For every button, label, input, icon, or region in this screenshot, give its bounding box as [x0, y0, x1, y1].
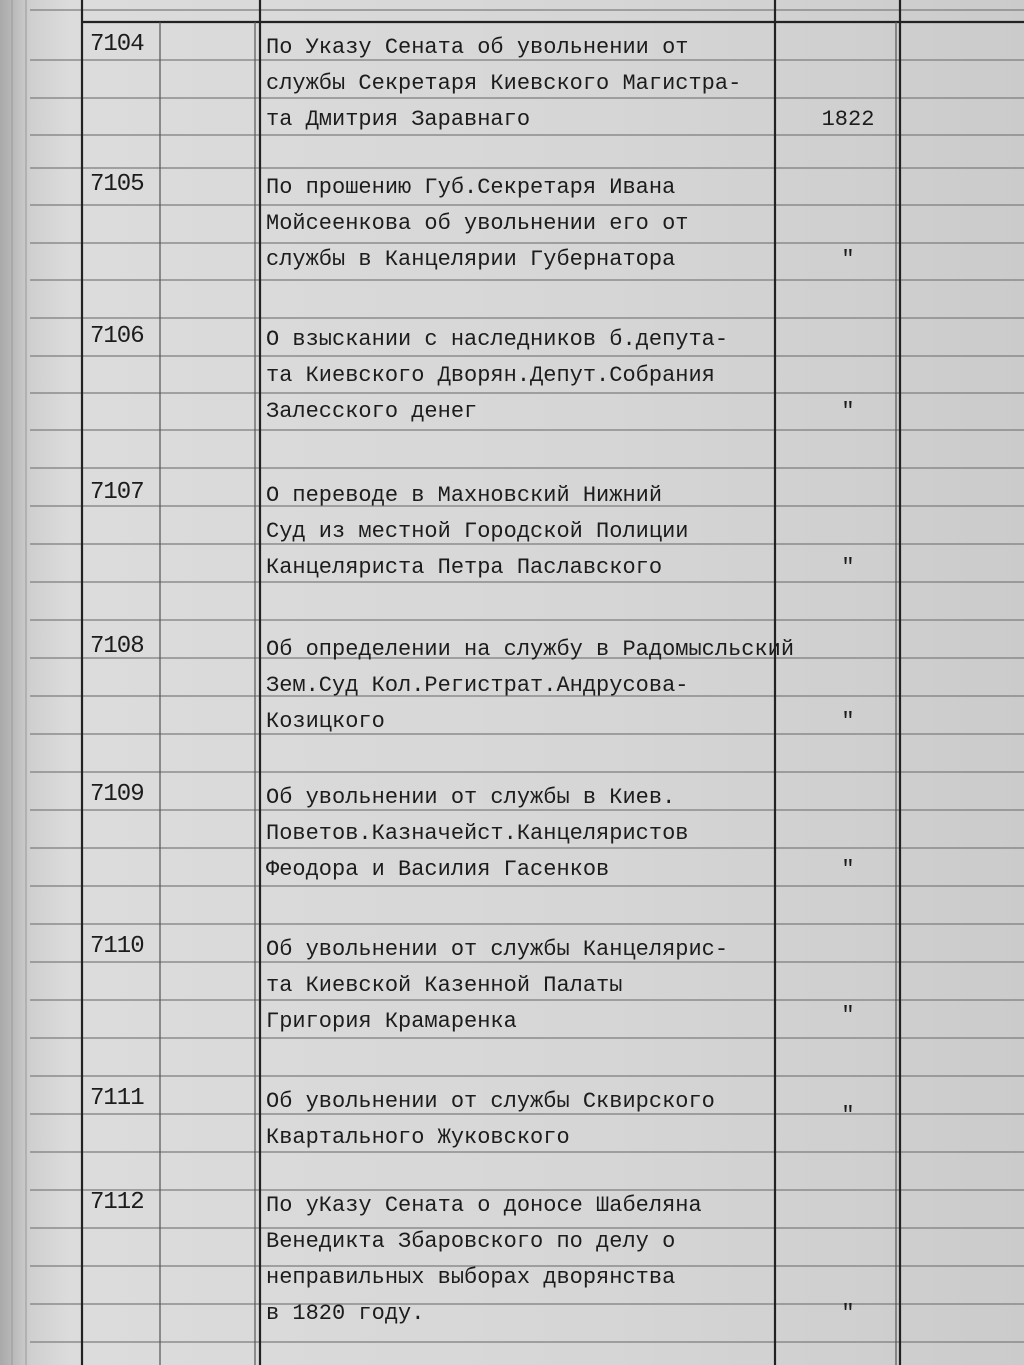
ledger-entry [0, 170, 1024, 322]
entry-description [266, 478, 866, 586]
ditto-mark: " [841, 399, 855, 424]
entry-number: 7106 [90, 323, 144, 350]
ditto-mark: " [841, 709, 855, 734]
entry-number: 7108 [90, 633, 144, 660]
description-line: По Указу Сената об увольнении от [266, 35, 689, 60]
description-line: Об увольнении от службы Сквирского [266, 1089, 715, 1114]
description-line: О переводе в Махновский Нижний [266, 483, 663, 508]
description-line: Козицкого [266, 709, 385, 734]
entry-description [266, 30, 866, 138]
entry-description [266, 632, 866, 740]
entry-number: 7105 [90, 171, 144, 198]
entry-description [266, 322, 866, 430]
entry-number: 7112 [90, 1189, 144, 1216]
ditto-mark: " [841, 1301, 855, 1326]
entry-number: 7107 [90, 479, 144, 506]
description-line: Григория Крамаренка [266, 1009, 517, 1034]
ledger-entry [0, 30, 1024, 182]
ditto-mark: " [841, 857, 855, 882]
description-line: та Киевской Казенной Палаты [266, 973, 623, 998]
ledger-entry [0, 322, 1024, 474]
description-line: та Киевского Дворян.Депут.Собрания [266, 363, 715, 388]
ditto-mark: " [841, 1103, 855, 1128]
ditto-mark: " [841, 1003, 855, 1028]
entry-description [266, 1188, 866, 1332]
description-line: Зем.Суд Кол.Регистрат.Андрусова- [266, 673, 689, 698]
description-line: По прошению Губ.Секретаря Ивана [266, 175, 676, 200]
description-line: Венедикта Збаровского по делу о [266, 1229, 676, 1254]
entry-number: 7109 [90, 781, 144, 808]
description-line: Канцеляриста Петра Паславского [266, 555, 663, 580]
description-line: неправильных выборах дворянства [266, 1265, 676, 1290]
ledger-entry [0, 932, 1024, 1084]
description-line: Суд из местной Городской Полиции [266, 519, 689, 544]
description-line: Об увольнении от службы Канцелярис- [266, 937, 729, 962]
ditto-mark: " [841, 247, 855, 272]
description-line: О взыскании с наследников б.депута- [266, 327, 729, 352]
entry-year: 1822 [821, 107, 875, 132]
entry-description [266, 170, 866, 278]
description-line: Залесского денег [266, 399, 478, 424]
description-line: службы Секретаря Киевского Магистра- [266, 71, 742, 96]
ledger-entry [0, 632, 1024, 784]
ledger-entry [0, 478, 1024, 630]
description-line: Поветов.Казначейст.Канцеляристов [266, 821, 689, 846]
entry-number: 7111 [90, 1085, 144, 1112]
description-line: По уКазу Сената о доносе Шабеляна [266, 1193, 702, 1218]
entry-description [266, 780, 866, 888]
entry-description [266, 1084, 866, 1156]
ditto-mark: " [841, 555, 855, 580]
description-line: Феодора и Василия Гасенков [266, 857, 610, 882]
entry-description [266, 932, 866, 1040]
description-line: службы в Канцелярии Губернатора [266, 247, 676, 272]
description-line: Об определении на службу в Радомысльский [266, 637, 795, 662]
entry-number: 7104 [90, 31, 144, 58]
description-line: в 1820 году. [266, 1301, 425, 1326]
description-line: Мойсеенкова об увольнении его от [266, 211, 689, 236]
description-line: та Дмитрия Заравнаго [266, 107, 531, 132]
description-line: Об увольнении от службы в Киев. [266, 785, 676, 810]
description-line: Квартального Жуковского [266, 1125, 570, 1150]
ledger-entry [0, 780, 1024, 932]
ledger-entry [0, 1188, 1024, 1340]
entry-number: 7110 [90, 933, 144, 960]
